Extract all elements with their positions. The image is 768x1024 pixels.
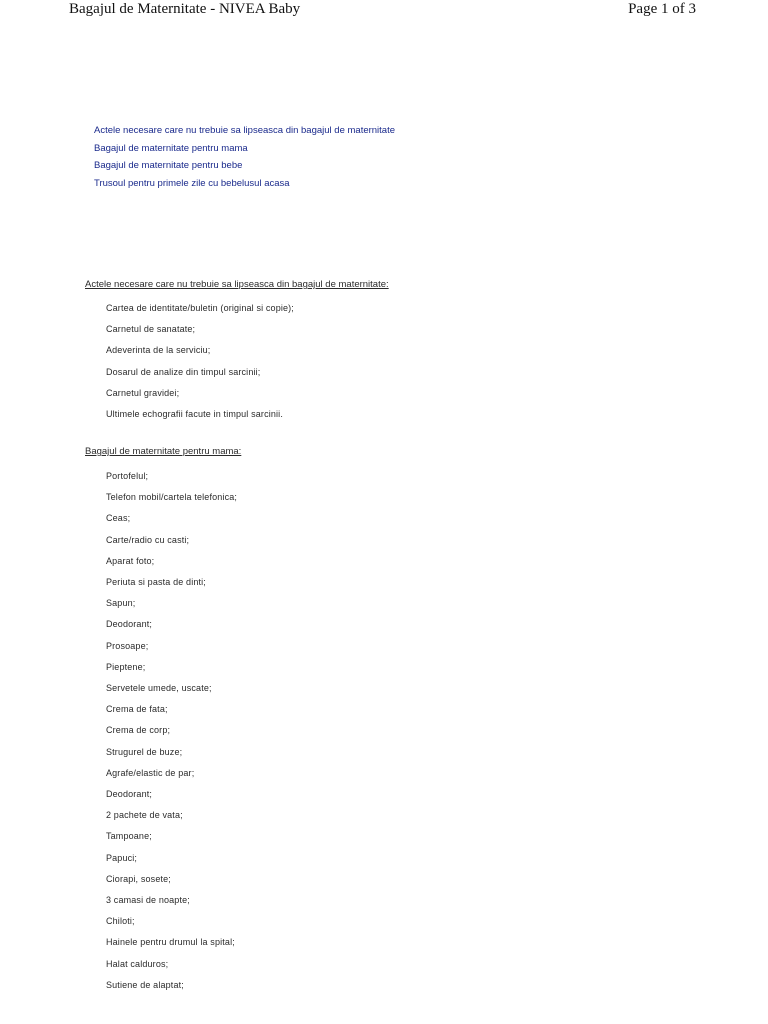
list-item: Dosarul de analize din timpul sarcinii; bbox=[106, 366, 261, 377]
table-of-contents bbox=[94, 122, 395, 193]
toc-link-mama[interactable]: Bagajul de maternitate pentru mama bbox=[94, 142, 248, 154]
list-item: Servetele umede, uscate; bbox=[106, 683, 212, 694]
toc-item bbox=[94, 175, 395, 193]
toc-link-bebe[interactable]: Bagajul de maternitate pentru bebe bbox=[94, 160, 243, 172]
list-item: Ciorapi, sosete; bbox=[106, 873, 171, 884]
list-item: Tampoane; bbox=[106, 831, 152, 842]
list-item: Periuta si pasta de dinti; bbox=[106, 577, 206, 588]
item-list bbox=[106, 298, 389, 425]
item-list bbox=[106, 466, 241, 996]
list-item: Adeverinta de la serviciu; bbox=[106, 345, 211, 356]
list-item: Halat calduros; bbox=[106, 958, 169, 969]
list-item: Hainele pentru drumul la spital; bbox=[106, 937, 235, 948]
list-item: Sutiene de alaptat; bbox=[106, 979, 184, 990]
list-item: Strugurel de buze; bbox=[106, 746, 183, 757]
page-indicator: Page 1 of 3 bbox=[628, 1, 696, 17]
list-item: Telefon mobil/cartela telefonica; bbox=[106, 492, 238, 503]
toc-link-trusou[interactable]: Trusoul pentru primele zile cu bebelusul acasa bbox=[94, 178, 290, 190]
list-item: Prosoape; bbox=[106, 640, 149, 651]
toc-item bbox=[94, 122, 395, 140]
list-item: Ultimele echografii facute in timpul sarcinii. bbox=[106, 409, 283, 420]
list-item: Carte/radio cu casti; bbox=[106, 534, 190, 545]
list-item: Deodorant; bbox=[106, 619, 153, 630]
list-item: Sapun; bbox=[106, 598, 136, 609]
section-bagaj-mama bbox=[85, 443, 241, 996]
section-heading: Bagajul de maternitate pentru mama: bbox=[85, 446, 242, 457]
list-item: Chiloti; bbox=[106, 916, 135, 927]
list-item: Carnetul gravidei; bbox=[106, 387, 180, 398]
list-item: 2 pachete de vata; bbox=[106, 810, 183, 821]
list-item: Aparat foto; bbox=[106, 555, 155, 566]
list-item: Ceas; bbox=[106, 513, 131, 524]
toc-item bbox=[94, 157, 395, 175]
list-item: Agrafe/elastic de par; bbox=[106, 767, 195, 778]
list-item: Carnetul de sanatate; bbox=[106, 324, 196, 335]
toc-link-acte[interactable]: Actele necesare care nu trebuie sa lipseasca din bagajul de maternitate bbox=[94, 125, 396, 136]
list-item: Deodorant; bbox=[106, 789, 153, 800]
section-acte-necesare bbox=[85, 276, 389, 425]
section-heading: Actele necesare care nu trebuie sa lipseasca din bagajul de maternitate: bbox=[85, 279, 389, 290]
list-item: Papuci; bbox=[106, 852, 138, 863]
list-item: Cartea de identitate/buletin (original si copie); bbox=[106, 303, 294, 313]
list-item: Portofelul; bbox=[106, 471, 149, 481]
list-item: Pieptene; bbox=[106, 661, 146, 672]
list-item: Crema de fata; bbox=[106, 704, 168, 715]
list-item: Crema de corp; bbox=[106, 725, 171, 736]
list-item: 3 camasi de noapte; bbox=[106, 895, 190, 906]
page-header bbox=[0, 0, 768, 20]
toc-item bbox=[94, 140, 395, 158]
document-title: Bagajul de Maternitate - NIVEA Baby bbox=[69, 1, 301, 17]
